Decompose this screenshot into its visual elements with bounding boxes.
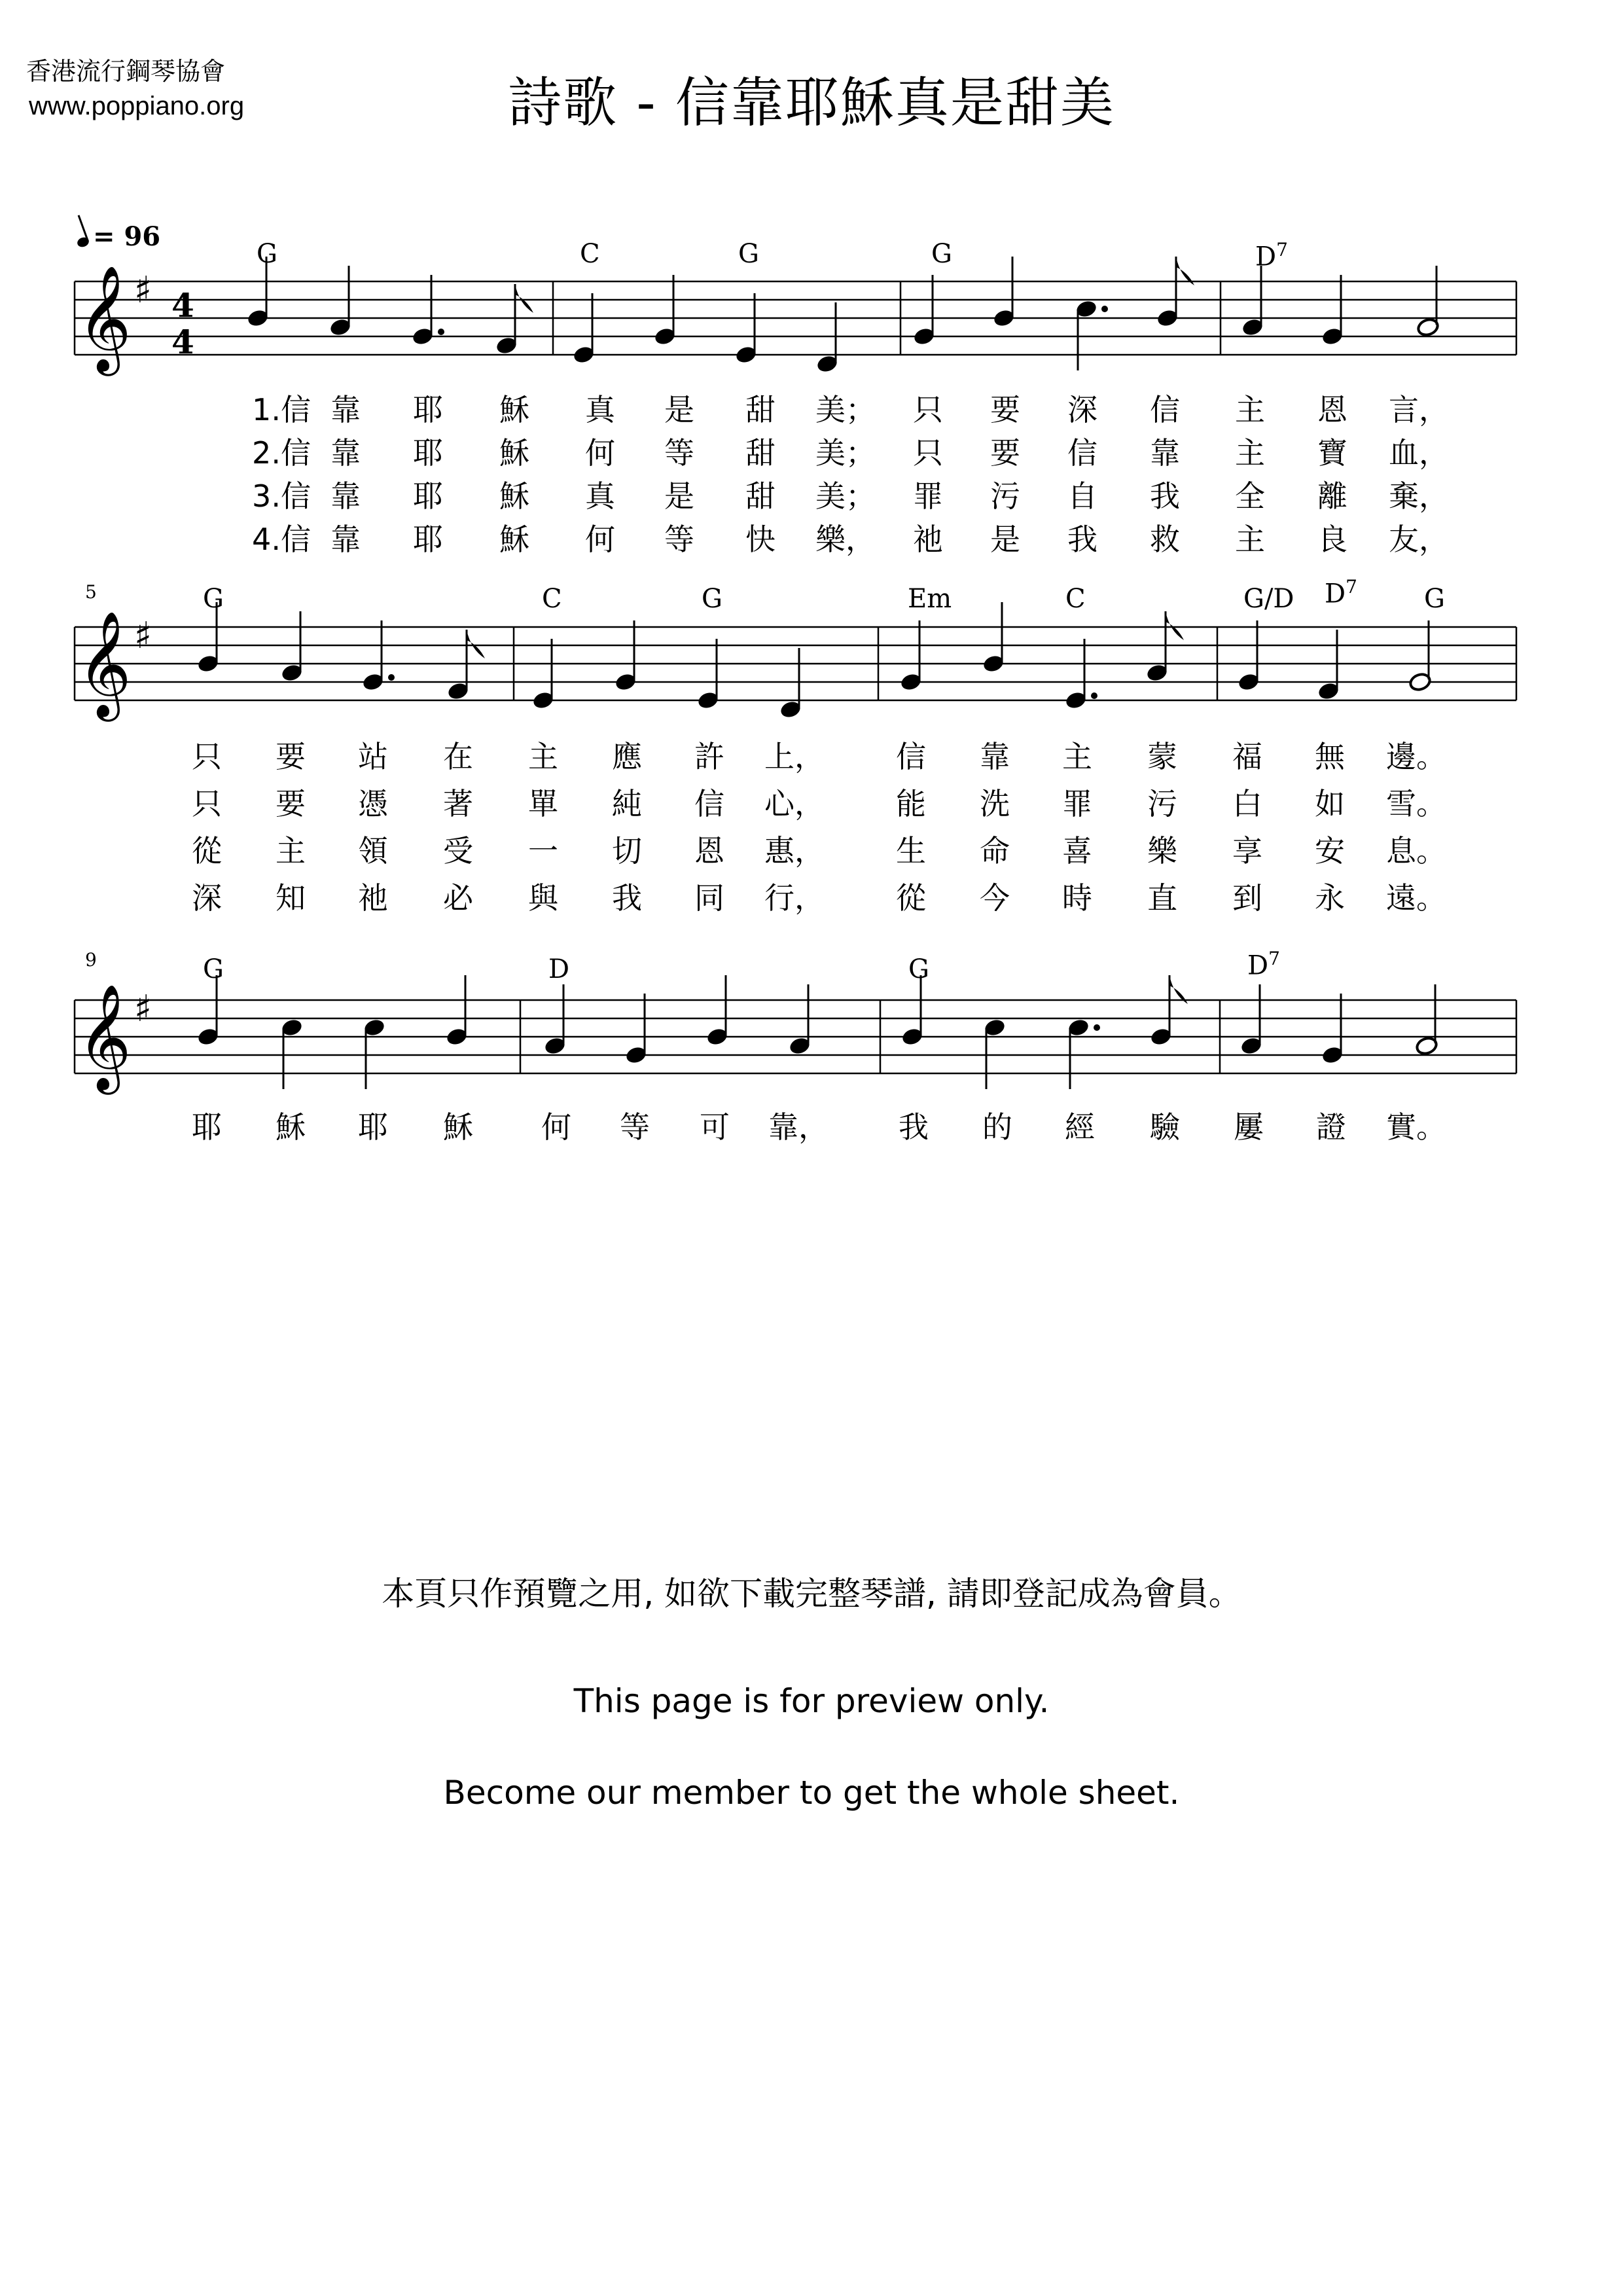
lyric-syllable: 生 (896, 833, 926, 869)
site-url[interactable]: www.poppiano.org (29, 92, 245, 120)
lyric-syllable: 祂 (358, 880, 388, 916)
note-head (1067, 1018, 1100, 1089)
lyric-syllable: 寶 (1317, 435, 1347, 471)
lyric-syllable: 屢 (1234, 1109, 1264, 1145)
lyric-syllable: 主 (1062, 739, 1092, 774)
lyric-syllable: 能 (896, 786, 926, 821)
lyric-syllable: 靠 (1150, 435, 1180, 471)
lyric-syllable: 污 (990, 478, 1020, 514)
chord-symbol: G (257, 239, 277, 269)
lyric-syllable: 靠 (980, 739, 1010, 774)
lyric-syllable: 主 (1235, 392, 1265, 427)
note-head (901, 975, 924, 1047)
svg-text:♯: ♯ (134, 269, 152, 312)
lyric-syllable: 是 (990, 522, 1020, 557)
lyric-syllable: 受 (443, 833, 473, 869)
lyric-syllable: 罪 (1062, 786, 1092, 821)
preview-notice-en-1: This page is for preview only. (573, 1682, 1050, 1720)
lyric-syllable: 只 (913, 392, 943, 427)
lyric-syllable: 要 (990, 392, 1020, 427)
lyric-syllable: 驗 (1150, 1109, 1180, 1145)
staff-3-svg (0, 0, 1623, 1126)
lyric-syllable: 耶 (413, 522, 443, 557)
measure-number: 5 (85, 581, 97, 603)
lyric-syllable: 遠。 (1386, 880, 1446, 916)
lyric-syllable: 是 (664, 392, 694, 427)
lyric-syllable: 污 (1147, 786, 1177, 821)
lyric-syllable: 深 (1067, 392, 1097, 427)
lyric-syllable: 邊。 (1386, 739, 1446, 774)
chord-symbol: G/D (1243, 584, 1294, 614)
note-head (280, 1018, 304, 1089)
lyric-syllable: 白 (1232, 786, 1262, 821)
lyric-syllable: 主 (1235, 522, 1265, 557)
svg-text:♯: ♯ (134, 988, 152, 1030)
lyric-syllable: 信 (694, 786, 724, 821)
treble-clef-icon (77, 984, 132, 1095)
lyric-syllable: 美； (815, 392, 876, 427)
lyric-syllable: 穌 (499, 435, 529, 471)
lyric-syllable: 穌 (499, 392, 529, 427)
note-head (983, 1018, 1007, 1089)
lyric-syllable: 今 (980, 880, 1010, 916)
lyric-syllable: 真 (585, 392, 615, 427)
lyric-syllable: 主 (1235, 435, 1265, 471)
lyric-syllable: 穌 (499, 522, 529, 557)
lyric-syllable: 快 (745, 522, 776, 557)
lyric-syllable: 甜 (745, 435, 776, 471)
lyric-syllable: 我 (899, 1109, 929, 1145)
lyric-syllable: 恩 (1317, 392, 1347, 427)
lyric-syllable: 與 (528, 880, 558, 916)
lyric-syllable: 等 (620, 1109, 650, 1145)
lyric-syllable: 證 (1316, 1109, 1346, 1145)
preview-notice-en-2: Become our member to get the whole sheet. (443, 1774, 1180, 1812)
lyric-syllable: 3.信 (252, 478, 311, 514)
lyric-syllable: 4.信 (252, 522, 311, 557)
chord-symbol: G (1424, 584, 1445, 614)
lyric-syllable: 靠 (330, 522, 361, 557)
lyric-syllable: 雪。 (1386, 786, 1446, 821)
lyric-syllable: 單 (528, 786, 558, 821)
svg-text:4: 4 (171, 286, 194, 325)
lyric-syllable: 應 (612, 739, 642, 774)
chord-symbol: $D^7$ (1255, 239, 1288, 272)
svg-text:4: 4 (171, 323, 194, 361)
lyric-syllable: 心， (764, 786, 825, 821)
lyric-syllable: 何 (585, 435, 615, 471)
lyric-syllable: 安 (1315, 833, 1345, 869)
lyric-syllable: 祂 (913, 522, 943, 557)
note-head (1240, 984, 1263, 1056)
lyric-syllable: 蒙 (1147, 739, 1177, 774)
lyric-syllable: 良 (1317, 522, 1347, 557)
lyric-syllable: 只 (192, 786, 222, 821)
svg-text:𝄞: 𝄞 (77, 265, 132, 372)
lyric-syllable: 全 (1235, 478, 1265, 514)
lyric-syllable: 享 (1232, 833, 1262, 869)
lyric-syllable: 在 (443, 739, 473, 774)
site-name: 香港流行鋼琴協會 (26, 57, 226, 86)
notes-system-3 (196, 975, 1438, 1089)
chord-symbol: G (203, 954, 224, 984)
note-head (445, 975, 469, 1047)
lyric-syllable: 可 (700, 1109, 730, 1145)
lyric-syllable: 恩 (694, 833, 724, 869)
lyric-syllable: 上， (764, 739, 825, 774)
measure-number: 9 (85, 949, 97, 971)
lyric-syllable: 從 (192, 833, 222, 869)
lyric-syllable: 著 (443, 786, 473, 821)
lyric-syllable: 耶 (413, 478, 443, 514)
lyric-syllable: 要 (990, 435, 1020, 471)
chord-symbol: Em (908, 584, 952, 614)
lyric-syllable: 耶 (192, 1109, 222, 1145)
lyric-syllable: 主 (276, 833, 306, 869)
lyric-syllable: 何 (541, 1109, 571, 1145)
lyric-syllable: 許 (694, 739, 724, 774)
lyric-syllable: 主 (528, 739, 558, 774)
lyric-syllable: 同 (694, 880, 724, 916)
lyric-syllable: 離 (1317, 478, 1347, 514)
lyric-syllable: 時 (1062, 880, 1092, 916)
chord-symbol: D (548, 954, 570, 984)
preview-notice-cn: 本頁只作預覽之用, 如欲下載完整琴譜, 請即登記成為會員。 (382, 1575, 1241, 1613)
lyric-syllable: 自 (1067, 478, 1097, 514)
lyric-syllable: 何 (585, 522, 615, 557)
chord-symbol: G (702, 584, 722, 614)
lyric-syllable: 無 (1315, 739, 1345, 774)
svg-text:♯: ♯ (134, 615, 152, 657)
tempo-value: = 96 (93, 221, 161, 252)
lyric-syllable: 純 (612, 786, 642, 821)
lyric-syllable: 憑 (358, 786, 388, 821)
lyric-syllable: 如 (1315, 786, 1345, 821)
lyric-syllable: 棄， (1389, 478, 1449, 514)
lyric-syllable: 必 (443, 880, 473, 916)
lyric-syllable: 的 (982, 1109, 1012, 1145)
lyric-syllable: 耶 (413, 435, 443, 471)
chord-symbol: C (542, 584, 562, 614)
lyric-syllable: 甜 (745, 478, 776, 514)
lyric-syllable: 深 (192, 880, 222, 916)
lyric-syllable: 樂 (1147, 833, 1177, 869)
svg-text:𝄞: 𝄞 (77, 611, 132, 717)
lyric-syllable: 友， (1389, 522, 1449, 557)
lyric-syllable: 穌 (443, 1109, 473, 1145)
note-head (705, 975, 729, 1047)
chord-symbol: $D^7$ (1247, 948, 1280, 981)
lyric-syllable: 樂， (815, 522, 876, 557)
staff-3 (0, 0, 1623, 1128)
lyric-syllable: 我 (1150, 478, 1180, 514)
lyric-syllable: 福 (1232, 739, 1262, 774)
note-head (196, 975, 220, 1047)
lyric-syllable: 靠 (330, 478, 361, 514)
lyric-syllable: 知 (276, 880, 306, 916)
lyric-syllable: 信 (1067, 435, 1097, 471)
lyric-syllable: 是 (664, 478, 694, 514)
sharp-icon (134, 988, 152, 1030)
lyric-syllable: 要 (276, 786, 306, 821)
lyric-syllable: 2.信 (252, 435, 311, 471)
chord-symbol: $D^7$ (1325, 576, 1357, 609)
lyric-syllable: 切 (612, 833, 642, 869)
lyric-syllable: 罪 (913, 478, 943, 514)
chord-symbol: G (203, 584, 224, 614)
lyric-syllable: 靠 (330, 435, 361, 471)
note-head (1415, 984, 1438, 1056)
lyric-syllable: 永 (1315, 880, 1345, 916)
lyric-verse-1 (0, 1103, 1623, 1143)
chord-symbol: G (931, 239, 952, 269)
lyric-syllable: 我 (612, 880, 642, 916)
svg-text:𝄞: 𝄞 (77, 984, 132, 1090)
chord-symbol: G (738, 239, 759, 269)
lyric-syllable: 信 (896, 739, 926, 774)
lyric-syllable: 等 (664, 522, 694, 557)
lyric-syllable: 我 (1067, 522, 1097, 557)
lyric-syllable: 站 (358, 739, 388, 774)
chord-symbol: G (908, 954, 929, 984)
lyric-syllable: 只 (192, 739, 222, 774)
lyric-syllable: 命 (980, 833, 1010, 869)
lyric-syllable: 血， (1389, 435, 1449, 471)
lyric-syllable: 真 (585, 478, 615, 514)
lyric-syllable: 等 (664, 435, 694, 471)
lyric-syllable: 喜 (1062, 833, 1092, 869)
lyric-syllable: 從 (896, 880, 926, 916)
lyric-syllable: 穌 (276, 1109, 306, 1145)
lyric-syllable: 惠， (764, 833, 825, 869)
note-head (624, 994, 648, 1065)
lyric-syllable: 1.信 (252, 392, 311, 427)
chord-symbol: C (580, 239, 600, 269)
lyric-syllable: 甜 (745, 392, 776, 427)
lyric-syllable: 要 (276, 739, 306, 774)
lyric-syllable: 美； (815, 478, 876, 514)
note-head (788, 984, 812, 1056)
lyric-syllable: 靠 (330, 392, 361, 427)
note-head (363, 1018, 386, 1089)
lyric-syllable: 靠， (768, 1109, 829, 1145)
lyric-syllable: 救 (1150, 522, 1180, 557)
note-head (543, 984, 567, 1056)
lyric-syllable: 直 (1147, 880, 1177, 916)
lyric-syllable: 實。 (1386, 1109, 1446, 1145)
lyric-syllable: 耶 (413, 392, 443, 427)
lyric-syllable: 美； (815, 435, 876, 471)
lyric-syllable: 經 (1065, 1109, 1095, 1145)
lyric-syllable: 信 (1150, 392, 1180, 427)
lyric-syllable: 領 (358, 833, 388, 869)
lyric-syllable: 息。 (1386, 833, 1446, 869)
note-head (1321, 994, 1344, 1065)
lyric-syllable: 只 (913, 435, 943, 471)
lyric-syllable: 一 (528, 833, 558, 869)
lyric-syllable: 言， (1389, 392, 1449, 427)
lyric-syllable: 洗 (980, 786, 1010, 821)
lyric-syllable: 行， (764, 880, 825, 916)
lyric-syllable: 穌 (499, 478, 529, 514)
page-title: 詩歌 - 信靠耶穌真是甜美 (508, 72, 1115, 134)
lyric-syllable: 耶 (358, 1109, 388, 1145)
chord-symbol: C (1065, 584, 1086, 614)
lyric-syllable: 到 (1232, 880, 1262, 916)
